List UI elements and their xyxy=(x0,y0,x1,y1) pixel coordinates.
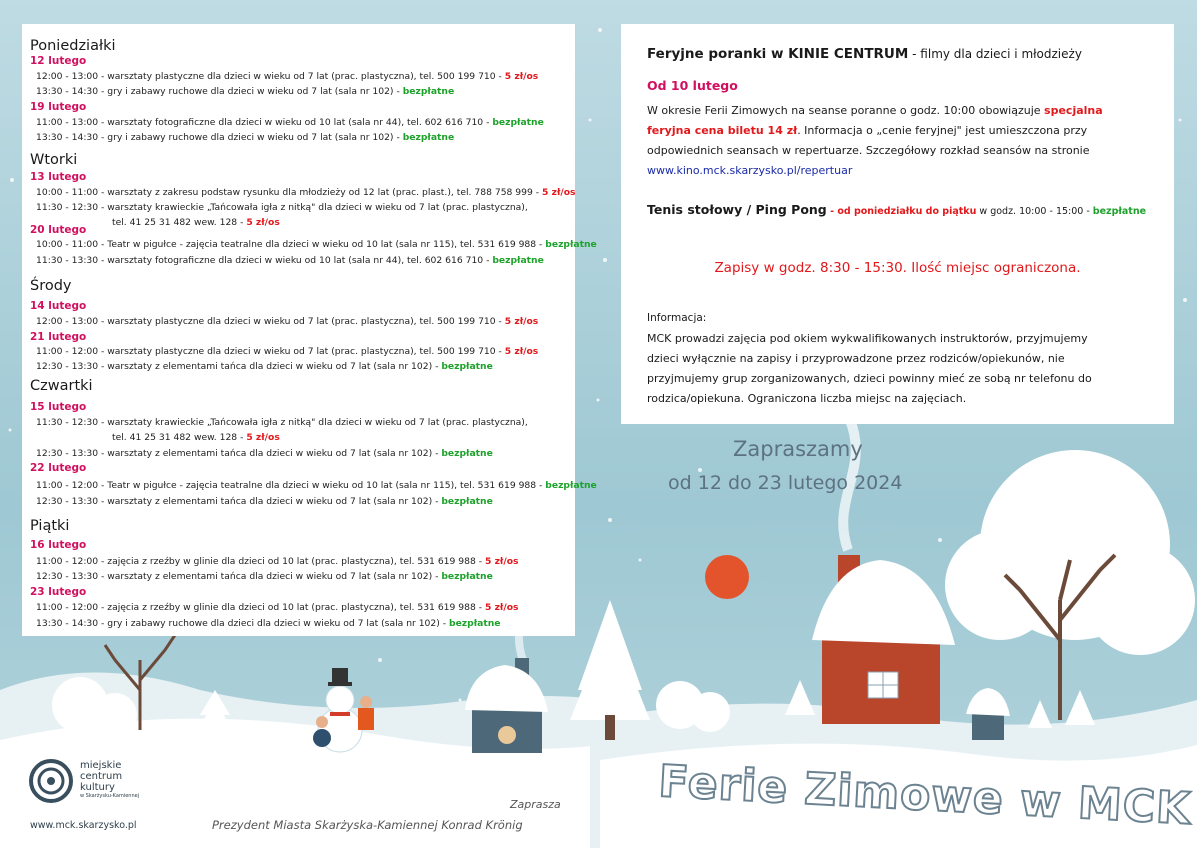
info-line: MCK prowadzi zajęcia pod okiem wykwalifikowanych instruktorów, przyjmujemy xyxy=(647,332,1088,345)
tennis-line: Tenis stołowy / Ping Pong - od poniedziałku do piątku w godz. 10:00 - 15:00 - bezpłatne xyxy=(647,202,1147,217)
signup-notice: Zapisy w godz. 8:30 - 15:30. Ilość miejsc ograniczona. xyxy=(714,260,1081,276)
date-label: 22 lutego xyxy=(30,462,87,474)
mck-logo-text: miejskie centrum kultury w Skarżysku-Kamiennej xyxy=(80,760,140,799)
schedule-row: 12:30 - 13:30 - warsztaty z elementami tańca dla dzieci w wieku od 7 lat (sala nr 102) - bezpłatne xyxy=(36,496,493,507)
schedule-row: 11:00 - 12:00 - Teatr w pigułce - zajęcia teatralne dla dzieci w wieku od 10 lat (sala nr 115), tel. 531 619 988 - bezpłatne xyxy=(36,480,597,491)
big-pine-tree xyxy=(570,600,650,740)
info-panel xyxy=(621,24,1174,424)
schedule-row: 11:00 - 12:00 - warsztaty plastyczne dla dzieci w wieku od 7 lat (prac. plastyczna), tel. 500 199 710 - 5 zł/os xyxy=(36,346,539,357)
day-heading: Piątki xyxy=(30,518,70,534)
schedule-row: 10:00 - 11:00 - Teatr w pigułce - zajęcia teatralne dla dzieci w wieku od 10 lat (sala nr 115), tel. 531 619 988 - bezpłatne xyxy=(36,239,597,250)
cinema-link[interactable]: www.kino.mck.skarzysko.pl/repertuar xyxy=(647,164,853,177)
day-heading: Czwartki xyxy=(30,378,93,394)
info-line: przyjmujemy grup zorganizowanych, dzieci powinny mieć ze sobą nr telefonu do xyxy=(647,372,1092,385)
cinema-heading: Feryjne poranki w KINIE CENTRUM - filmy dla dzieci i młodzieży xyxy=(647,46,1082,62)
small-house xyxy=(465,658,548,753)
mck-logo-icon xyxy=(28,758,74,804)
date-label: 21 lutego xyxy=(30,331,87,343)
date-label: 16 lutego xyxy=(30,539,87,551)
cinema-text-line3: odpowiednich seansach w repertuarze. Szczegółowy rozkład seansów na stronie xyxy=(647,144,1090,157)
info-line: rodzica/opiekuna. Ograniczona liczba miejsc na zajęciach. xyxy=(647,392,967,405)
day-heading: Wtorki xyxy=(30,152,78,168)
schedule-row: 12:00 - 13:00 - warsztaty plastyczne dla dzieci w wieku od 7 lat (prac. plastyczna), tel. 500 199 710 - 5 zł/os xyxy=(36,71,539,82)
headline-title: Ferie Zimowe w MCK xyxy=(657,756,1193,835)
schedule-row: 11:30 - 12:30 - warsztaty krawieckie „Tańcowała igła z nitką" dla dzieci w wieku od 7 lat (prac. plastyczna), xyxy=(36,417,528,428)
date-label: 20 lutego xyxy=(30,224,87,236)
invites-text: Zaprasza xyxy=(510,798,561,811)
schedule-row: 13:30 - 14:30 - gry i zabawy ruchowe dla dzieci w wieku od 7 lat (sala nr 102) - bezpłatne xyxy=(36,132,455,143)
schedule-row: 12:00 - 13:00 - warsztaty plastyczne dla dzieci w wieku od 7 lat (prac. plastyczna), tel. 500 199 710 - 5 zł/os xyxy=(36,316,539,327)
date-label: 14 lutego xyxy=(30,300,87,312)
schedule-row: 12:30 - 13:30 - warsztaty z elementami tańca dla dzieci w wieku od 7 lat (sala nr 102) - bezpłatne xyxy=(36,448,493,459)
info-title: Informacja: xyxy=(647,312,707,324)
schedule-row: 11:30 - 12:30 - warsztaty krawieckie „Tańcowała igła z nitką" dla dzieci w wieku od 7 lat (prac. plastyczna), xyxy=(36,202,528,213)
schedule-row: 12:30 - 13:30 - warsztaty z elementami tańca dla dzieci w wieku od 7 lat (sala nr 102) - bezpłatne xyxy=(36,571,493,582)
cinema-text-line1: W okresie Ferii Zimowych na seanse poranne o godz. 10:00 obowiązuje specjalna xyxy=(647,104,1103,117)
schedule-row-continued: tel. 41 25 31 482 wew. 128 - 5 zł/os xyxy=(112,432,280,443)
day-heading: Środy xyxy=(30,278,72,294)
website-link[interactable]: www.mck.skarzysko.pl xyxy=(30,820,137,831)
schedule-row: 12:30 - 13:30 - warsztaty z elementami tańca dla dzieci w wieku od 7 lat (sala nr 102) - bezpłatne xyxy=(36,361,493,372)
tiny-house xyxy=(966,688,1010,740)
schedule-row: 10:00 - 11:00 - warsztaty z zakresu podstaw rysunku dla młodzieży od 12 lat (prac. plast.), tel. 788 758 999 - 5 zł/os xyxy=(36,187,576,198)
invite-line1: Zapraszamy xyxy=(733,437,863,461)
date-label: 15 lutego xyxy=(30,401,87,413)
date-label: 19 lutego xyxy=(30,101,87,113)
sun xyxy=(705,555,749,599)
schedule-row: 11:30 - 13:30 - warsztaty fotograficzne dla dzieci w wieku od 10 lat (sala nr 44), tel. 602 616 710 - bezpłatne xyxy=(36,255,544,266)
schedule-row: 11:00 - 12:00 - zajęcia z rzeźby w glinie dla dzieci od 10 lat (prac. plastyczna), tel. 531 619 988 - 5 zł/os xyxy=(36,556,519,567)
cinema-date: Od 10 lutego xyxy=(647,78,738,93)
day-heading: Poniedziałki xyxy=(30,38,116,54)
date-label: 12 lutego xyxy=(30,55,87,67)
big-tree-right xyxy=(945,450,1195,720)
date-label: 13 lutego xyxy=(30,171,87,183)
invite-line2: od 12 do 23 lutego 2024 xyxy=(668,472,903,494)
schedule-row: 13:30 - 14:30 - gry i zabawy ruchowe dla dzieci w wieku od 7 lat (sala nr 102) - bezpłatne xyxy=(36,86,455,97)
cinema-text-line2: feryjna cena biletu 14 zł. Informacja o „cenie feryjnej" jest umieszczona przy xyxy=(647,124,1088,137)
info-line: dzieci wyłącznie na zapisy i przyprowadzone przez rodziców/opiekunów, nie xyxy=(647,352,1065,365)
schedule-row-continued: tel. 41 25 31 482 wew. 128 - 5 zł/os xyxy=(112,217,280,228)
schedule-panel xyxy=(22,24,597,636)
date-label: 23 lutego xyxy=(30,586,87,598)
schedule-row: 11:00 - 13:00 - warsztaty fotograficzne dla dzieci w wieku od 10 lat (sala nr 44), tel. 602 616 710 - bezpłatne xyxy=(36,117,544,128)
schedule-row: 11:00 - 12:00 - zajęcia z rzeźby w glinie dla dzieci od 10 lat (prac. plastyczna), tel. 531 619 988 - 5 zł/os xyxy=(36,602,519,613)
schedule-row: 13:30 - 14:30 - gry i zabawy ruchowe dla dzieci dla dzieci w wieku od 7 lat (sala nr 102) - bezpłatne xyxy=(36,618,501,629)
big-house xyxy=(812,555,955,724)
president-text: Prezydent Miasta Skarżyska-Kamiennej Konrad Krönig xyxy=(212,818,523,832)
